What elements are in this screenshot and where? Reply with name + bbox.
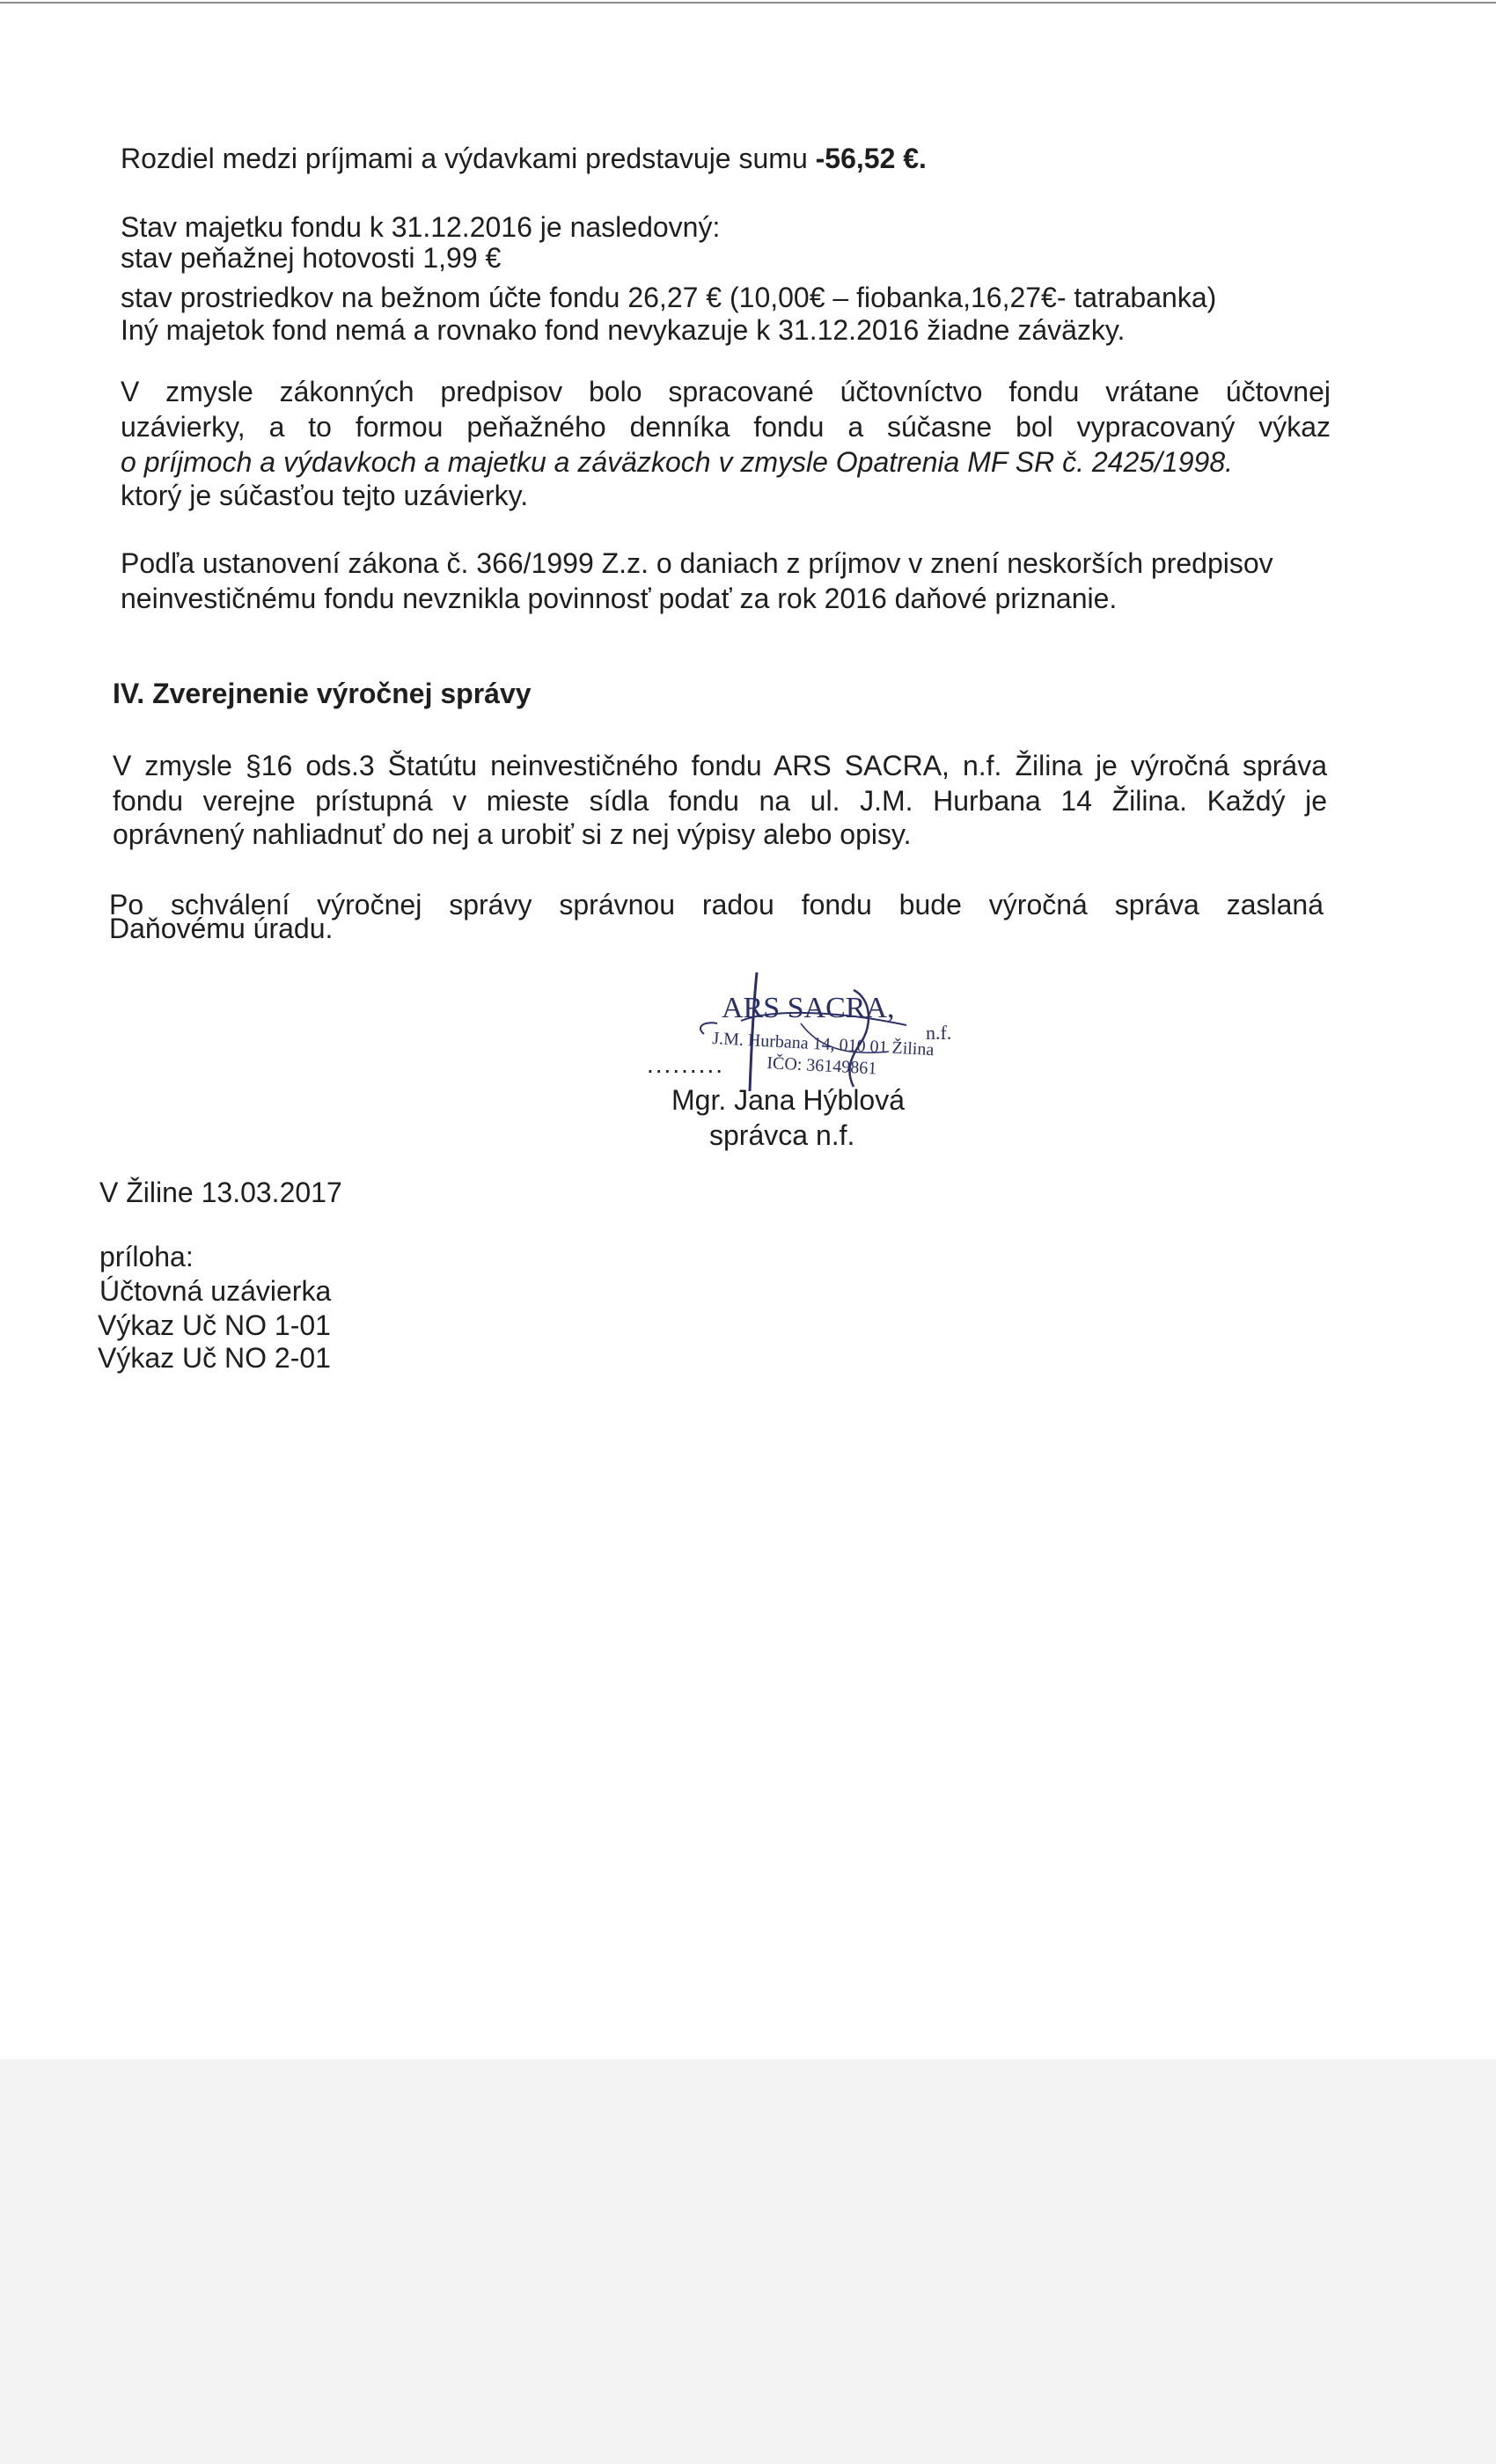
stamp-address: J.M. Hurbana 14, 010 01 Žilina bbox=[711, 1029, 935, 1060]
accounting-line-2: uzávierky, a to formou peňažného denníka fondu a súčasne bol vypracovaný výkaz bbox=[121, 411, 1331, 443]
publication-line-1: V zmysle §16 ods.3 Štatútu neinvestičného fondu ARS SACRA, n.f. Žilina je výročná správa bbox=[113, 750, 1327, 781]
top-edge-line bbox=[0, 2, 1496, 4]
assets-other: Iný majetok fond nemá a rovnako fond nevykazuje k 31.12.2016 žiadne záväzky. bbox=[121, 314, 1126, 346]
difference-text: Rozdiel medzi príjmami a výdavkami predstavuje sumu bbox=[121, 143, 816, 174]
assets-account: stav prostriedkov na bežnom účte fondu 26,27 € (10,00€ – fiobanka,16,27€- tatrabanka) bbox=[121, 282, 1217, 313]
stamp-ico: IČO: 36149861 bbox=[766, 1053, 877, 1079]
assets-heading: Stav majetku fondu k 31.12.2016 je nasledovný: bbox=[121, 211, 721, 243]
difference-line bbox=[121, 141, 927, 176]
tax-line-2: neinvestičnému fondu nevznikla povinnosť podať za rok 2016 daňové priznanie. bbox=[121, 583, 1118, 614]
tax-line-1: Podľa ustanovení zákona č. 366/1999 Z.z. o daniach z príjmov v znení neskorších predpisov bbox=[121, 547, 1273, 579]
signatory-role: správca n.f. bbox=[709, 1119, 855, 1151]
approval-line-2: Daňovému úradu. bbox=[109, 913, 334, 944]
publication-line-3: oprávnený nahliadnuť do nej a urobiť si z nej výpisy alebo opisy. bbox=[113, 818, 912, 850]
signatory-name: Mgr. Jana Hýblová bbox=[671, 1084, 906, 1116]
publication-line-2: fondu verejne prístupná v mieste sídla fondu na ul. J.M. Hurbana 14 Žilina. Každý je bbox=[113, 785, 1327, 817]
attachment-item: Účtovná uzávierka bbox=[99, 1275, 332, 1307]
accounting-line-3: o príjmoch a výdavkoch a majetku a záväzkoch v zmysle Opatrenia MF SR č. 2425/1998. bbox=[121, 446, 1233, 478]
accounting-line-1: V zmysle zákonných predpisov bolo spracované účtovníctvo fondu vrátane účtovnej bbox=[121, 376, 1331, 407]
section-4-title: IV. Zverejnenie výročnej správy bbox=[113, 678, 532, 709]
signature-dots: ......... bbox=[647, 1051, 725, 1078]
attachment-item: Výkaz Uč NO 2-01 bbox=[98, 1342, 331, 1374]
place-date: V Žiline 13.03.2017 bbox=[99, 1177, 342, 1208]
attachment-item: Výkaz Uč NO 1-01 bbox=[98, 1309, 331, 1341]
difference-value: -56,52 €. bbox=[815, 143, 927, 174]
approval-line-1: Po schválení výročnej správy správnou radou fondu bude výročná správa zaslaná bbox=[109, 889, 1324, 920]
attachments-label: príloha: bbox=[99, 1241, 194, 1272]
accounting-line-4: ktorý je súčasťou tejto uzávierky. bbox=[121, 480, 529, 511]
stamp-org-name: ARS SACRA, bbox=[722, 992, 895, 1024]
stamp-suffix: n.f. bbox=[926, 1022, 952, 1044]
assets-cash: stav peňažnej hotovosti 1,99 € bbox=[121, 242, 502, 274]
